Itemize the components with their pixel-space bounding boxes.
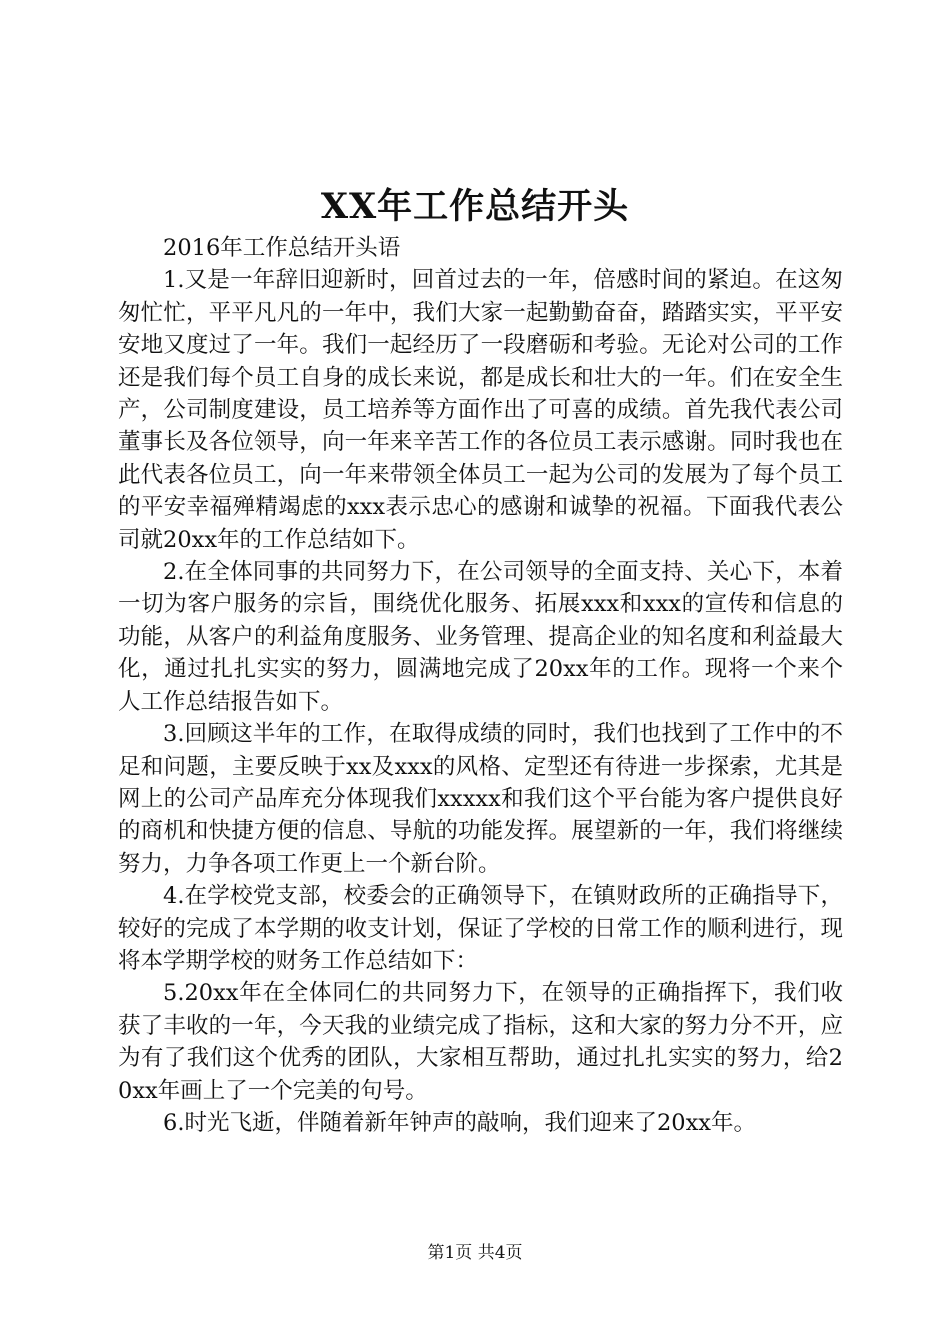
document-title: XX年工作总结开头	[320, 186, 630, 227]
document-body	[118, 232, 843, 1139]
page-number: 第1页	[427, 1243, 473, 1263]
paragraph-1: 1.又是一年辞旧迎新时，回首过去的一年，倍感时间的紧迫。在这匆匆忙忙，平平凡凡的一年中，我们大家一起勤勤奋奋，踏踏实实，平平安安地又度过了一年。我们一起经历了一段磨砺和考验。无论对公司的工作还是我们每个员工自身的成长来说，都是成长和壮大的一年。们在安全生产，公司制度建设，员工培养等方面作出了可喜的成绩。首先我代表公司董事长及各位领导，向一年来辛苦工作的各位员工表示感谢。同时我也在此代表各位员工，向一年来带领全体员工一起为公司的发展为了每个员工的平安幸福殚精竭虑的xxx表示忠心的感谢和诚挚的祝福。下面我代表公司就20xx年的工作总结如下。	[118, 267, 843, 553]
page-total: 共4页	[477, 1243, 523, 1263]
subtitle-paragraph: 2016年工作总结开头语	[163, 235, 401, 261]
paragraph-4: 4.在学校党支部，校委会的正确领导下，在镇财政所的正确指导下，较好的完成了本学期的收支计划，保证了学校的日常工作的顺利进行，现将本学期学校的财务工作总结如下：	[118, 883, 843, 974]
paragraph-6: 6.时光飞逝，伴随着新年钟声的敲响，我们迎来了20xx年。	[163, 1109, 756, 1136]
paragraph-5: 5.20xx年在全体同仁的共同努力下，在领导的正确指挥下，我们收获了丰收的一年，今天我的业绩完成了指标，这和大家的努力分不开，应为有了我们这个优秀的团队，大家相互帮助，通过扎扎实实的努力，给20xx年画上了一个完美的句号。	[118, 980, 843, 1104]
page-footer	[0, 1241, 950, 1265]
paragraph-3: 3.回顾这半年的工作，在取得成绩的同时，我们也找到了工作中的不足和问题，主要反映于xx及xxx的风格、定型还有待进一步探索，尤其是网上的公司产品库充分体现我们xxxxx和我们这个平台能为客户提供良好的商机和快捷方便的信息、导航的功能发挥。展望新的一年，我们将继续努力，力争各项工作更上一个新台阶。	[118, 721, 843, 877]
paragraph-2: 2.在全体同事的共同努力下，在公司领导的全面支持、关心下，本着一切为客户服务的宗旨，围绕优化服务、拓展xxx和xxx的宣传和信息的功能，从客户的利益角度服务、业务管理、提高企业的知名度和利益最大化，通过扎扎实实的努力，圆满地完成了20xx年的工作。现将一个来个人工作总结报告如下。	[118, 559, 843, 715]
